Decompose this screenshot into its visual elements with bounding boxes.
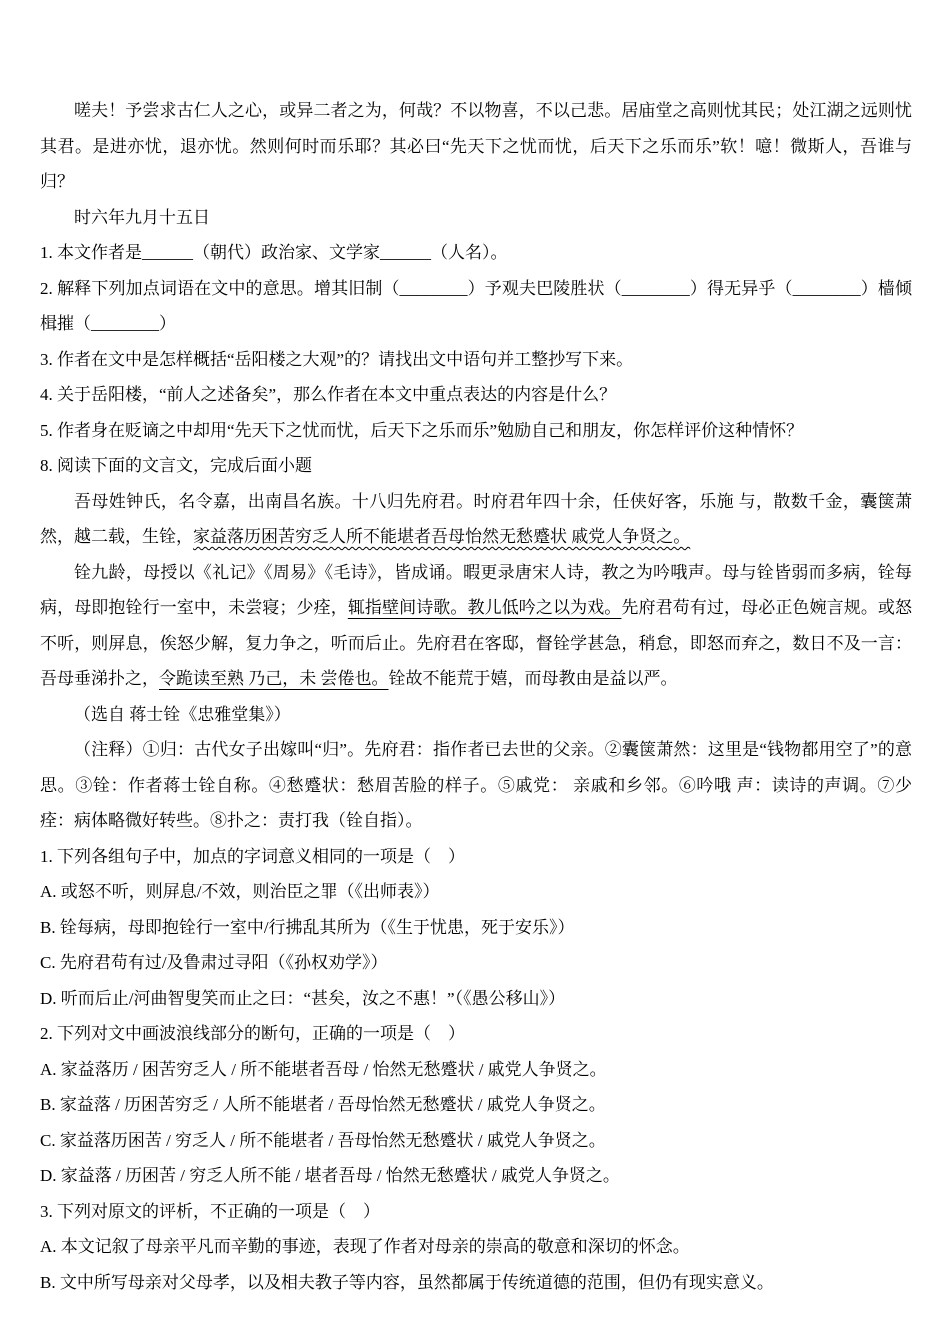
date-line (40, 200, 912, 236)
text-run: A. 或怒不听，则屏息/不效，则治臣之罪（《出师表》） (40, 882, 440, 901)
wavy-underlined-text: 家益落历困苦穷乏人所不能堪者吾母怡然无愁蹙状 戚党人争贤之。 (193, 527, 691, 546)
source-attribution (40, 697, 912, 733)
question-item (40, 271, 912, 342)
text-run: 2. 下列对文中画波浪线部分的断句，正确的一项是（ ） (40, 1024, 465, 1043)
text-run: B. 铨每病，母即抱铨行一室中/行拂乱其所为（《生于忧患，死于安乐》） (40, 917, 575, 937)
text-run: A. 本文记叙了母亲平凡而辛勤的事迹，表现了作者对母亲的崇高的敬意和深切的怀念。 (40, 1237, 690, 1256)
text-run: 1. 本文作者是______（朝代）政治家、文学家______（人名）。 (40, 243, 508, 262)
passage-paragraph (40, 484, 912, 555)
underlined-text: 令跪读至熟 乃己，未 尝倦也。 (159, 669, 389, 688)
text-run: C. 先府君苟有过/及鲁肃过寻阳（《孙权劝学》） (40, 953, 388, 972)
text-run: 4. 关于岳阳楼，“前人之述备矣”，那么作者在本文中重点表达的内容是什么？ (40, 385, 617, 404)
question-item (40, 1194, 912, 1230)
text-run: 时六年九月十五日 (74, 207, 210, 227)
option-item (40, 1229, 912, 1265)
text-run: 先府君苟有过，母必正色婉言规。或怒不听，则屏息，俟怒少解，复力争之，听而后止。先府君在客邸，督铨学甚急，稍怠，即怒而弃之，数日不及一言：吾母垂涕扑之， (40, 598, 913, 688)
text-run: 铨故不能荒于嬉，而母教由是益以严。 (388, 669, 678, 688)
option-item (40, 910, 912, 946)
text-run: （注释）①归：古代女子出嫁叫“归”。先府君：指作者已去世的父亲。②囊箧萧然：这里是“钱物都用空了”的意思。③铨：作者蒋士铨自称。④愁蹙状：愁眉苦脸的样子。⑤戚党： 亲戚和乡邻。⑥吟哦 声：读诗的声调。⑦少痊：病体略微好转些。⑧扑之：责打我（铨自指）。 (40, 740, 912, 830)
question-item (40, 377, 912, 413)
option-item (40, 1265, 912, 1301)
option-item (40, 1052, 912, 1088)
passage-paragraph (40, 555, 912, 697)
text-run: 3. 作者在文中是怎样概括“岳阳楼之大观”的？请找出文中语句并工整抄写下来。 (40, 349, 634, 369)
text-run: 5. 作者身在贬谪之中却用“先天下之忧而忧，后天下之乐而乐”勉励自己和朋友，你怎样评价这种情怀？ (40, 420, 804, 440)
option-item (40, 981, 912, 1017)
notes-paragraph (40, 732, 912, 839)
text-run: B. 文中所写母亲对父母孝，以及相夫教子等内容，虽然都属于传统道德的范围，但仍有现实意义。 (40, 1272, 774, 1292)
text-run: C. 家益落历困苦 / 穷乏人 / 所不能堪者 / 吾母怡然无愁蹙状 / 戚党人争贤之。 (40, 1130, 606, 1150)
option-item (40, 1158, 912, 1194)
question-item (40, 1016, 912, 1052)
question-item (40, 448, 912, 484)
text-run: 3. 下列对原文的评析，不正确的一项是（ ） (40, 1201, 380, 1221)
question-item (40, 342, 912, 378)
text-run: B. 家益落 / 历困苦穷乏 / 人所不能堪者 / 吾母怡然无愁蹙状 / 戚党人争贤之。 (40, 1095, 606, 1114)
passage-paragraph (40, 93, 912, 200)
text-run: 嗟夫！予尝求古仁人之心，或异二者之为，何哉？不以物喜，不以己悲。居庙堂之高则忧其民；处江湖之远则忧其君。是进亦忧，退亦忧。然则何时而乐耶？其必曰“先天下之忧而忧，后天下之乐而乐”软！噫！微斯人，吾谁与归？ (40, 101, 912, 191)
question-item (40, 235, 912, 271)
option-item (40, 945, 912, 981)
text-run: D. 听而后止/河曲智叟笑而止之曰：“甚矣，汝之不惠！”（《愚公移山》） (40, 988, 566, 1008)
text-run: 8. 阅读下面的文言文，完成后面小题 (40, 456, 312, 475)
text-run: （选自 蒋士铨《忠雅堂集》） (74, 704, 291, 724)
option-item (40, 1123, 912, 1159)
question-item (40, 839, 912, 875)
question-item (40, 413, 912, 449)
option-item (40, 1087, 912, 1123)
text-run: D. 家益落 / 历困苦 / 穷乏人所不能 / 堪者吾母 / 怡然无愁蹙状 / 戚党人争贤之。 (40, 1166, 620, 1185)
text-run: 2. 解释下列加点词语在文中的意思。增其旧制（________）予观夫巴陵胜状（________）得无异乎（________）樯倾楫摧（________） (40, 278, 912, 333)
text-run: 1. 下列各组句子中，加点的字词意义相同的一项是（ ） (40, 846, 465, 866)
option-item (40, 874, 912, 910)
underlined-text: 辄指壁间诗歌。教儿低吟之以为戏。 (347, 598, 622, 617)
text-run: 铨九龄，母授以《礼记》《周易》《毛诗》，皆成诵。暇更录唐宋人诗，教之为吟哦声。母与铨皆弱而多病，铨每病，母即抱铨行一室中，未尝寝；少痊， (40, 562, 912, 617)
text-run: 吾母姓钟氏，名令嘉，出南昌名族。十八归先府君。时府君年四十余，任侠好客，乐施 与，散数千金，囊箧萧然，越二载，生铨， (40, 491, 912, 546)
text-run: A. 家益落历 / 困苦穷乏人 / 所不能堪者吾母 / 怡然无愁蹙状 / 戚党人争贤之。 (40, 1059, 607, 1079)
